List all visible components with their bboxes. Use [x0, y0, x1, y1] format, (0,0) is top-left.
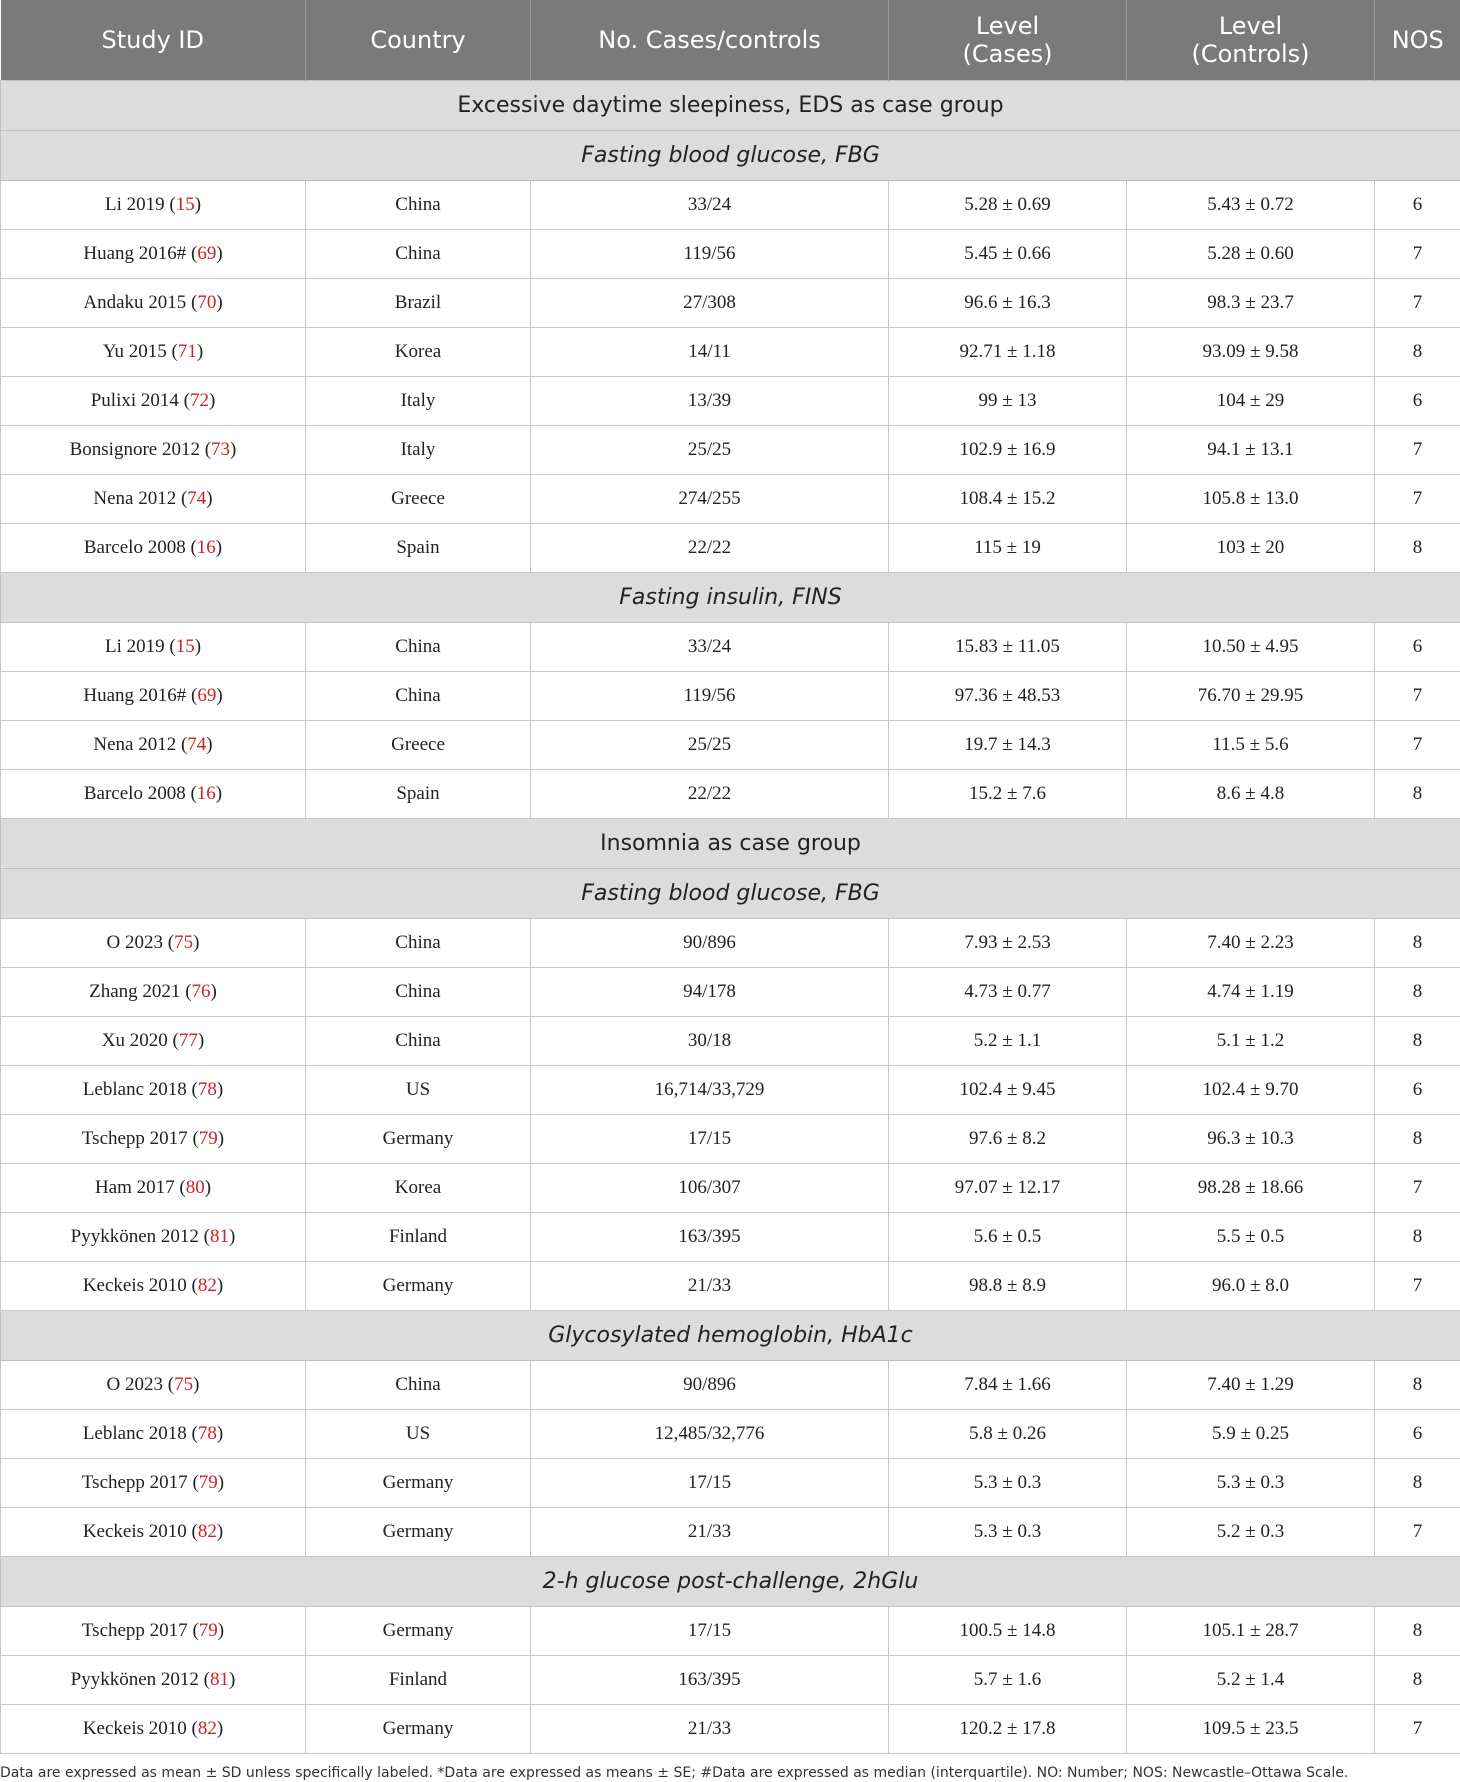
cell-study-id: Leblanc 2018 (78): [1, 1409, 306, 1458]
cell-cases-controls: 25/25: [531, 425, 889, 474]
cell-nos: 8: [1375, 1655, 1460, 1704]
cell-level-controls: 4.74 ± 1.19: [1127, 967, 1375, 1016]
header-cases-controls: No. Cases/controls: [531, 0, 889, 80]
cell-cases-controls: 16,714/33,729: [531, 1065, 889, 1114]
cell-level-cases: 99 ± 13: [889, 376, 1127, 425]
table-row: [1, 229, 1460, 278]
cell-cases-controls: 90/896: [531, 1360, 889, 1409]
cell-level-cases: 92.71 ± 1.18: [889, 327, 1127, 376]
header-nos: NOS: [1375, 0, 1460, 80]
reference-link[interactable]: 15: [175, 193, 195, 215]
subgroup-header-row: [1, 1556, 1460, 1606]
study-name: Huang 2016#: [83, 242, 187, 264]
cell-level-cases: 5.28 ± 0.69: [889, 180, 1127, 229]
reference-link[interactable]: 74: [187, 733, 207, 755]
cell-level-cases: 120.2 ± 17.8: [889, 1704, 1127, 1753]
table-row: [1, 1261, 1460, 1310]
cell-nos: 7: [1375, 278, 1460, 327]
study-name: Bonsignore 2012: [69, 438, 200, 460]
cell-country: Italy: [306, 376, 531, 425]
study-name: Pyykkönen 2012: [70, 1668, 199, 1690]
table-row: [1, 1163, 1460, 1212]
cell-nos: 8: [1375, 967, 1460, 1016]
cell-country: Greece: [306, 474, 531, 523]
cell-country: China: [306, 671, 531, 720]
cell-level-controls: 98.28 ± 18.66: [1127, 1163, 1375, 1212]
cell-level-controls: 102.4 ± 9.70: [1127, 1065, 1375, 1114]
cell-nos: 7: [1375, 671, 1460, 720]
cell-cases-controls: 106/307: [531, 1163, 889, 1212]
cell-level-controls: 94.1 ± 13.1: [1127, 425, 1375, 474]
table-row: [1, 1065, 1460, 1114]
cell-level-cases: 7.93 ± 2.53: [889, 918, 1127, 967]
study-name: Huang 2016#: [83, 684, 187, 706]
cell-cases-controls: 21/33: [531, 1704, 889, 1753]
cell-level-cases: 108.4 ± 15.2: [889, 474, 1127, 523]
cell-level-controls: 8.6 ± 4.8: [1127, 769, 1375, 818]
cell-country: Brazil: [306, 278, 531, 327]
cell-cases-controls: 14/11: [531, 327, 889, 376]
cell-country: Germany: [306, 1114, 531, 1163]
cell-study-id: Barcelo 2008 (16): [1, 769, 306, 818]
study-name: Leblanc 2018: [82, 1078, 187, 1100]
cell-level-controls: 5.2 ± 1.4: [1127, 1655, 1375, 1704]
cell-level-controls: 11.5 ± 5.6: [1127, 720, 1375, 769]
cell-country: China: [306, 967, 531, 1016]
cell-country: China: [306, 1360, 531, 1409]
cell-cases-controls: 30/18: [531, 1016, 889, 1065]
study-name: Yu 2015: [102, 340, 167, 362]
study-name: Li 2019: [104, 635, 165, 657]
cell-level-controls: 5.43 ± 0.72: [1127, 180, 1375, 229]
table-row: [1, 376, 1460, 425]
group-title: Insomnia as case group: [1, 818, 1460, 868]
table-body: [1, 80, 1460, 1753]
subgroup-title: Fasting insulin, FINS: [1, 572, 1460, 622]
group-header-row: [1, 80, 1460, 130]
cell-country: US: [306, 1065, 531, 1114]
cell-nos: 6: [1375, 1409, 1460, 1458]
cell-country: China: [306, 180, 531, 229]
table-row: [1, 523, 1460, 572]
cell-level-cases: 5.8 ± 0.26: [889, 1409, 1127, 1458]
study-name: Tschepp 2017: [81, 1619, 188, 1641]
cell-study-id: Andaku 2015 (70): [1, 278, 306, 327]
cell-study-id: Pulixi 2014 (72): [1, 376, 306, 425]
cell-cases-controls: 90/896: [531, 918, 889, 967]
cell-study-id: Tschepp 2017 (79): [1, 1458, 306, 1507]
cell-study-id: Zhang 2021 (76): [1, 967, 306, 1016]
reference-link[interactable]: 70: [197, 291, 217, 313]
cell-cases-controls: 22/22: [531, 523, 889, 572]
cell-level-controls: 7.40 ± 1.29: [1127, 1360, 1375, 1409]
cell-level-cases: 115 ± 19: [889, 523, 1127, 572]
cell-level-controls: 96.0 ± 8.0: [1127, 1261, 1375, 1310]
subgroup-title: Fasting blood glucose, FBG: [1, 130, 1460, 180]
reference-link[interactable]: 79: [198, 1471, 218, 1493]
study-name: O 2023: [106, 1373, 164, 1395]
table-row: [1, 1212, 1460, 1261]
cell-country: Germany: [306, 1606, 531, 1655]
cell-country: Germany: [306, 1704, 531, 1753]
cell-nos: 7: [1375, 229, 1460, 278]
table-row: [1, 1606, 1460, 1655]
cell-study-id: O 2023 (75): [1, 1360, 306, 1409]
cell-study-id: Li 2019 (15): [1, 180, 306, 229]
cell-cases-controls: 22/22: [531, 769, 889, 818]
reference-link[interactable]: 78: [197, 1078, 217, 1100]
table-row: [1, 1458, 1460, 1507]
cell-study-id: Keckeis 2010 (82): [1, 1261, 306, 1310]
cell-country: Finland: [306, 1655, 531, 1704]
cell-level-cases: 97.36 ± 48.53: [889, 671, 1127, 720]
cell-level-cases: 97.07 ± 12.17: [889, 1163, 1127, 1212]
table-row: [1, 1016, 1460, 1065]
cell-level-cases: 7.84 ± 1.66: [889, 1360, 1127, 1409]
table-row: [1, 1360, 1460, 1409]
cell-level-cases: 4.73 ± 0.77: [889, 967, 1127, 1016]
table-row: [1, 1507, 1460, 1556]
reference-link[interactable]: 77: [178, 1029, 198, 1051]
cell-study-id: Huang 2016# (69): [1, 229, 306, 278]
group-header-row: [1, 818, 1460, 868]
cell-cases-controls: 119/56: [531, 229, 889, 278]
table-row: [1, 1114, 1460, 1163]
cell-cases-controls: 21/33: [531, 1507, 889, 1556]
study-name: Barcelo 2008: [83, 782, 186, 804]
cell-country: China: [306, 918, 531, 967]
cell-country: Finland: [306, 1212, 531, 1261]
reference-link[interactable]: 80: [185, 1176, 205, 1198]
reference-link[interactable]: 69: [197, 684, 217, 706]
cell-study-id: Keckeis 2010 (82): [1, 1507, 306, 1556]
subgroup-header-row: [1, 572, 1460, 622]
reference-link[interactable]: 81: [210, 1225, 229, 1247]
cell-study-id: Tschepp 2017 (79): [1, 1114, 306, 1163]
cell-study-id: Leblanc 2018 (78): [1, 1065, 306, 1114]
subgroup-header-row: [1, 868, 1460, 918]
table-footnote: Data are expressed as mean ± SD unless specifically labeled. *Data are expressed as means ± SE; #Data are expressed as median (interquartile). NO: Number; NOS: Newcastle–Ottawa Scale.: [0, 1765, 1349, 1781]
cell-nos: 8: [1375, 1114, 1460, 1163]
cell-level-cases: 5.3 ± 0.3: [889, 1507, 1127, 1556]
cell-level-cases: 5.3 ± 0.3: [889, 1458, 1127, 1507]
header-country: Country: [306, 0, 531, 80]
cell-study-id: Nena 2012 (74): [1, 474, 306, 523]
study-name: Zhang 2021: [89, 980, 181, 1002]
reference-link[interactable]: 15: [175, 635, 195, 657]
table-row: [1, 474, 1460, 523]
reference-link[interactable]: 16: [196, 782, 216, 804]
cell-level-controls: 109.5 ± 23.5: [1127, 1704, 1375, 1753]
reference-link[interactable]: 69: [197, 242, 217, 264]
cell-nos: 6: [1375, 376, 1460, 425]
reference-link[interactable]: 73: [211, 438, 231, 460]
cell-nos: 8: [1375, 1212, 1460, 1261]
subgroup-title: 2-h glucose post-challenge, 2hGlu: [1, 1556, 1460, 1606]
study-name: Pulixi 2014: [90, 389, 179, 411]
cell-country: US: [306, 1409, 531, 1458]
cell-level-controls: 5.5 ± 0.5: [1127, 1212, 1375, 1261]
cell-nos: 8: [1375, 327, 1460, 376]
cell-cases-controls: 33/24: [531, 622, 889, 671]
cell-study-id: O 2023 (75): [1, 918, 306, 967]
cell-nos: 7: [1375, 720, 1460, 769]
reference-link[interactable]: 72: [189, 389, 209, 411]
study-name: Barcelo 2008: [83, 536, 186, 558]
reference-link[interactable]: 81: [210, 1668, 229, 1690]
cell-study-id: Barcelo 2008 (16): [1, 523, 306, 572]
study-name: Keckeis 2010: [82, 1717, 187, 1739]
cell-country: Korea: [306, 1163, 531, 1212]
cell-level-controls: 7.40 ± 2.23: [1127, 918, 1375, 967]
cell-nos: 8: [1375, 523, 1460, 572]
cell-nos: 7: [1375, 1507, 1460, 1556]
study-name: Xu 2020: [101, 1029, 168, 1051]
table-row: [1, 967, 1460, 1016]
table-row: [1, 918, 1460, 967]
cell-cases-controls: 274/255: [531, 474, 889, 523]
cell-nos: 8: [1375, 1458, 1460, 1507]
cell-level-cases: 97.6 ± 8.2: [889, 1114, 1127, 1163]
cell-cases-controls: 119/56: [531, 671, 889, 720]
cell-level-cases: 15.2 ± 7.6: [889, 769, 1127, 818]
header-row: [1, 0, 1460, 80]
reference-link[interactable]: 82: [197, 1717, 217, 1739]
cell-cases-controls: 17/15: [531, 1606, 889, 1655]
cell-level-controls: 5.9 ± 0.25: [1127, 1409, 1375, 1458]
study-name: Tschepp 2017: [81, 1471, 188, 1493]
reference-link[interactable]: 16: [196, 536, 216, 558]
group-title: Excessive daytime sleepiness, EDS as case group: [1, 80, 1460, 130]
table-row: [1, 1409, 1460, 1458]
cell-level-controls: 105.8 ± 13.0: [1127, 474, 1375, 523]
cell-level-cases: 5.2 ± 1.1: [889, 1016, 1127, 1065]
cell-nos: 7: [1375, 425, 1460, 474]
cell-cases-controls: 94/178: [531, 967, 889, 1016]
cell-level-controls: 10.50 ± 4.95: [1127, 622, 1375, 671]
cell-level-controls: 93.09 ± 9.58: [1127, 327, 1375, 376]
cell-cases-controls: 163/395: [531, 1212, 889, 1261]
cell-level-controls: 76.70 ± 29.95: [1127, 671, 1375, 720]
cell-level-controls: 96.3 ± 10.3: [1127, 1114, 1375, 1163]
cell-level-cases: 19.7 ± 14.3: [889, 720, 1127, 769]
cell-country: China: [306, 1016, 531, 1065]
cell-cases-controls: 163/395: [531, 1655, 889, 1704]
reference-link[interactable]: 71: [177, 340, 197, 362]
study-name: Tschepp 2017: [81, 1127, 188, 1149]
cell-level-controls: 5.3 ± 0.3: [1127, 1458, 1375, 1507]
cell-nos: 7: [1375, 1704, 1460, 1753]
table-row: [1, 1704, 1460, 1753]
study-name: O 2023: [106, 931, 164, 953]
cell-level-controls: 5.28 ± 0.60: [1127, 229, 1375, 278]
cell-study-id: Keckeis 2010 (82): [1, 1704, 306, 1753]
cell-cases-controls: 25/25: [531, 720, 889, 769]
cell-study-id: Bonsignore 2012 (73): [1, 425, 306, 474]
cell-study-id: Pyykkönen 2012 (81): [1, 1212, 306, 1261]
reference-link[interactable]: 76: [191, 980, 211, 1002]
cell-country: China: [306, 229, 531, 278]
cell-country: Germany: [306, 1507, 531, 1556]
cell-level-cases: 96.6 ± 16.3: [889, 278, 1127, 327]
header-level-controls: Level (Controls): [1127, 0, 1375, 80]
table-row: [1, 180, 1460, 229]
cell-country: Spain: [306, 523, 531, 572]
cell-study-id: Pyykkönen 2012 (81): [1, 1655, 306, 1704]
cell-level-controls: 103 ± 20: [1127, 523, 1375, 572]
reference-link[interactable]: 82: [197, 1520, 217, 1542]
cell-level-cases: 98.8 ± 8.9: [889, 1261, 1127, 1310]
cell-nos: 7: [1375, 474, 1460, 523]
study-name: Leblanc 2018: [82, 1422, 187, 1444]
table-row: [1, 327, 1460, 376]
study-name: Nena 2012: [93, 487, 177, 509]
cell-cases-controls: 21/33: [531, 1261, 889, 1310]
cell-level-controls: 5.1 ± 1.2: [1127, 1016, 1375, 1065]
cell-country: Korea: [306, 327, 531, 376]
table-row: [1, 622, 1460, 671]
reference-link[interactable]: 74: [187, 487, 207, 509]
subgroup-header-row: [1, 1310, 1460, 1360]
table-header: [1, 0, 1460, 80]
reference-link[interactable]: 75: [174, 931, 194, 953]
reference-link[interactable]: 82: [197, 1274, 217, 1296]
study-name: Keckeis 2010: [82, 1274, 187, 1296]
cell-level-cases: 5.7 ± 1.6: [889, 1655, 1127, 1704]
cell-level-controls: 105.1 ± 28.7: [1127, 1606, 1375, 1655]
study-name: Ham 2017: [94, 1176, 175, 1198]
cell-cases-controls: 17/15: [531, 1458, 889, 1507]
cell-nos: 8: [1375, 918, 1460, 967]
study-name: Li 2019: [104, 193, 165, 215]
subgroup-header-row: [1, 130, 1460, 180]
cell-study-id: Li 2019 (15): [1, 622, 306, 671]
cell-nos: 8: [1375, 1360, 1460, 1409]
cell-study-id: Nena 2012 (74): [1, 720, 306, 769]
cell-country: Italy: [306, 425, 531, 474]
cell-level-controls: 104 ± 29: [1127, 376, 1375, 425]
study-name: Andaku 2015: [83, 291, 187, 313]
cell-cases-controls: 13/39: [531, 376, 889, 425]
table-row: [1, 425, 1460, 474]
cell-study-id: Xu 2020 (77): [1, 1016, 306, 1065]
cell-nos: 6: [1375, 622, 1460, 671]
cell-country: Spain: [306, 769, 531, 818]
cell-study-id: Yu 2015 (71): [1, 327, 306, 376]
reference-link[interactable]: 79: [198, 1619, 218, 1641]
subgroup-title: Fasting blood glucose, FBG: [1, 868, 1460, 918]
cell-nos: 6: [1375, 1065, 1460, 1114]
cell-nos: 7: [1375, 1163, 1460, 1212]
table-row: [1, 769, 1460, 818]
cell-level-cases: 5.45 ± 0.66: [889, 229, 1127, 278]
header-study-id: Study ID: [1, 0, 306, 80]
study-name: Nena 2012: [93, 733, 177, 755]
table-row: [1, 1655, 1460, 1704]
cell-level-cases: 5.6 ± 0.5: [889, 1212, 1127, 1261]
cell-study-id: Tschepp 2017 (79): [1, 1606, 306, 1655]
cell-level-cases: 102.9 ± 16.9: [889, 425, 1127, 474]
reference-link[interactable]: 75: [174, 1373, 194, 1395]
cell-country: Greece: [306, 720, 531, 769]
header-level-cases: Level (Cases): [889, 0, 1127, 80]
table-row: [1, 278, 1460, 327]
cell-nos: 8: [1375, 769, 1460, 818]
cell-study-id: Ham 2017 (80): [1, 1163, 306, 1212]
table-row: [1, 671, 1460, 720]
cell-nos: 7: [1375, 1261, 1460, 1310]
subgroup-title: Glycosylated hemoglobin, HbA1c: [1, 1310, 1460, 1360]
cell-nos: 8: [1375, 1606, 1460, 1655]
cell-level-cases: 100.5 ± 14.8: [889, 1606, 1127, 1655]
cell-cases-controls: 17/15: [531, 1114, 889, 1163]
cell-study-id: Huang 2016# (69): [1, 671, 306, 720]
study-name: Pyykkönen 2012: [70, 1225, 199, 1247]
cell-cases-controls: 12,485/32,776: [531, 1409, 889, 1458]
cell-cases-controls: 33/24: [531, 180, 889, 229]
cell-country: Germany: [306, 1261, 531, 1310]
cell-level-cases: 15.83 ± 11.05: [889, 622, 1127, 671]
cell-country: Germany: [306, 1458, 531, 1507]
cell-level-cases: 102.4 ± 9.45: [889, 1065, 1127, 1114]
table-row: [1, 720, 1460, 769]
cell-nos: 6: [1375, 180, 1460, 229]
reference-link[interactable]: 78: [197, 1422, 217, 1444]
cell-cases-controls: 27/308: [531, 278, 889, 327]
cell-nos: 8: [1375, 1016, 1460, 1065]
reference-link[interactable]: 79: [198, 1127, 218, 1149]
cell-level-controls: 5.2 ± 0.3: [1127, 1507, 1375, 1556]
cell-level-controls: 98.3 ± 23.7: [1127, 278, 1375, 327]
cell-country: China: [306, 622, 531, 671]
study-name: Keckeis 2010: [82, 1520, 187, 1542]
